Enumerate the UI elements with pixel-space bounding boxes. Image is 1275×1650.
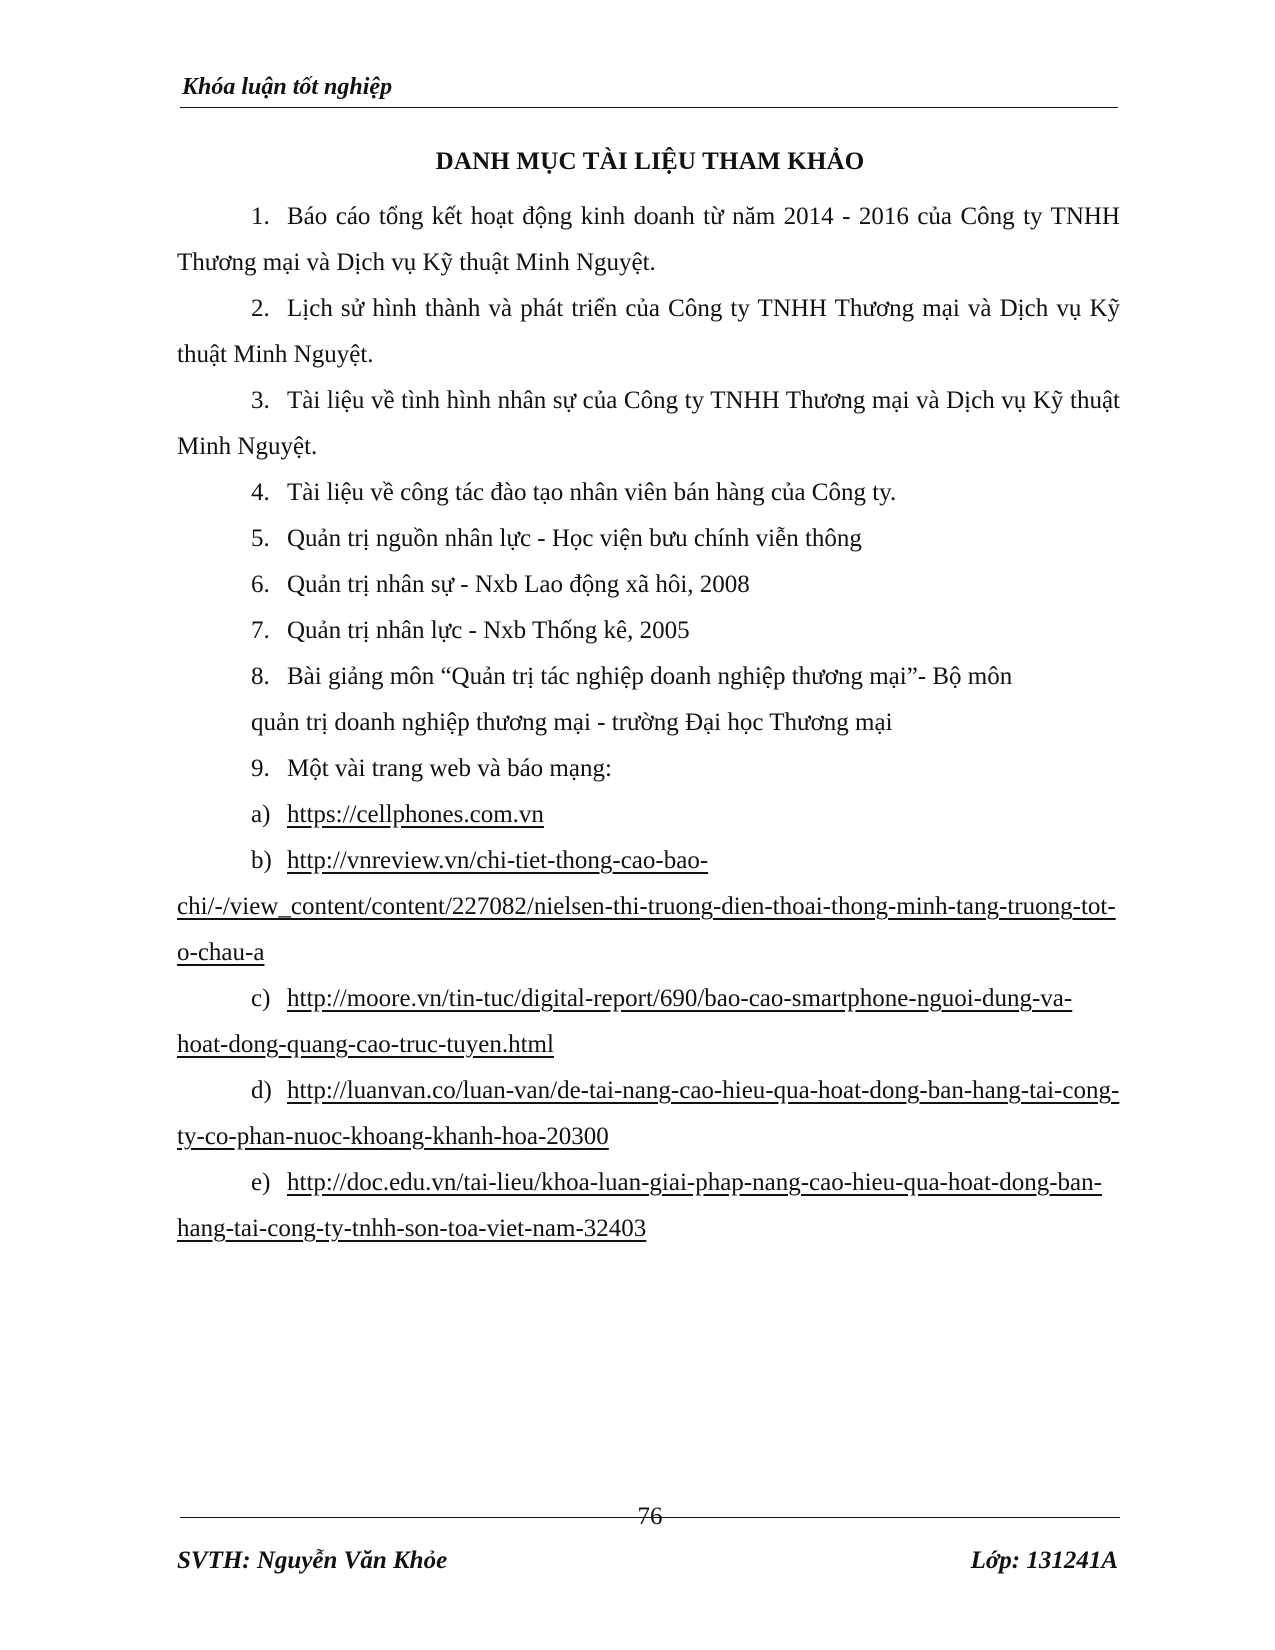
reference-link[interactable]: http://doc.edu.vn/tai-lieu/khoa-luan-giai-phap-nang-cao-hieu-qua-hoat-dong-ban-hang-tai-cong-ty-tnhh-son-toa-viet-nam-32403 <box>177 1169 1102 1242</box>
reference-link[interactable]: http://moore.vn/tin-tuc/digital-report/690/bao-cao-smartphone-nguoi-dung-va-hoat-dong-quang-cao-truc-tuyen.html <box>177 985 1073 1058</box>
student-name: SVTH: Nguyễn Văn Khỏe <box>177 1547 448 1574</box>
reference-item: 2. Lịch sử hình thành và phát triển của Công ty TNHH Thương mại và Dịch vụ Kỹ thuật Minh Nguyệt. <box>177 295 1120 368</box>
reference-item: 6. Quản trị nhân sự - Nxb Lao động xã hôi, 2008 <box>251 571 750 598</box>
reference-item: 8. Bài giảng môn “Quản trị tác nghiệp doanh nghiệp thương mại”- Bộ môn <box>251 663 1013 690</box>
reference-item: 4. Tài liệu về công tác đào tạo nhân viên bán hàng của Công ty. <box>251 479 897 506</box>
web-reference: b) http://vnreview.vn/chi-tiet-thong-cao-bao-chi/-/view_content/content/227082/nielsen-thi-truong-dien-thoai-thong-minh-tang-truong-tot-o-chau-a <box>177 847 1116 966</box>
page-title: DANH MỤC TÀI LIỆU THAM KHẢO <box>435 148 865 175</box>
reference-link[interactable]: https://cellphones.com.vn <box>287 801 544 828</box>
reference-item: 1. Báo cáo tổng kết hoạt động kinh doanh từ năm 2014 - 2016 của Công ty TNHH Thương mại và Dịch vụ Kỹ thuật Minh Nguyệt. <box>177 203 1120 276</box>
class-code: Lớp: 131241A <box>970 1547 1118 1574</box>
reference-item: 7. Quản trị nhân lực - Nxb Thống kê, 2005 <box>251 617 690 644</box>
web-reference: d) http://luanvan.co/luan-van/de-tai-nang-cao-hieu-qua-hoat-dong-ban-hang-tai-cong-ty-co-phan-nuoc-khoang-khanh-hoa-20300 <box>177 1077 1120 1150</box>
header-divider <box>180 107 1118 108</box>
reference-item: 9. Một vài trang web và báo mạng: <box>251 755 612 782</box>
web-reference: a) https://cellphones.com.vn <box>251 801 544 828</box>
reference-item: 5. Quản trị nguồn nhân lực - Học viện bưu chính viễn thông <box>251 525 862 552</box>
running-header: Khóa luận tốt nghiệp <box>182 74 393 100</box>
web-reference: e) http://doc.edu.vn/tai-lieu/khoa-luan-giai-phap-nang-cao-hieu-qua-hoat-dong-ban-hang-tai-cong-ty-tnhh-son-toa-viet-nam-32403 <box>177 1169 1102 1242</box>
reference-link[interactable]: http://vnreview.vn/chi-tiet-thong-cao-bao-chi/-/view_content/content/227082/nielsen-thi-truong-dien-thoai-thong-minh-tang-truong-tot-o-chau-a <box>177 847 1116 966</box>
page-number: 76 <box>637 1503 663 1530</box>
reference-list <box>177 194 1120 1252</box>
web-reference: c) http://moore.vn/tin-tuc/digital-report/690/bao-cao-smartphone-nguoi-dung-va-hoat-dong-quang-cao-truc-tuyen.html <box>177 985 1073 1058</box>
reference-link[interactable]: http://luanvan.co/luan-van/de-tai-nang-cao-hieu-qua-hoat-dong-ban-hang-tai-cong-ty-co-phan-nuoc-khoang-khanh-hoa-20300 <box>177 1077 1120 1150</box>
reference-item-continued: quản trị doanh nghiệp thương mại - trường Đại học Thương mại <box>251 709 893 736</box>
reference-item: 3. Tài liệu về tình hình nhân sự của Công ty TNHH Thương mại và Dịch vụ Kỹ thuật Minh Nguyệt. <box>177 387 1120 460</box>
